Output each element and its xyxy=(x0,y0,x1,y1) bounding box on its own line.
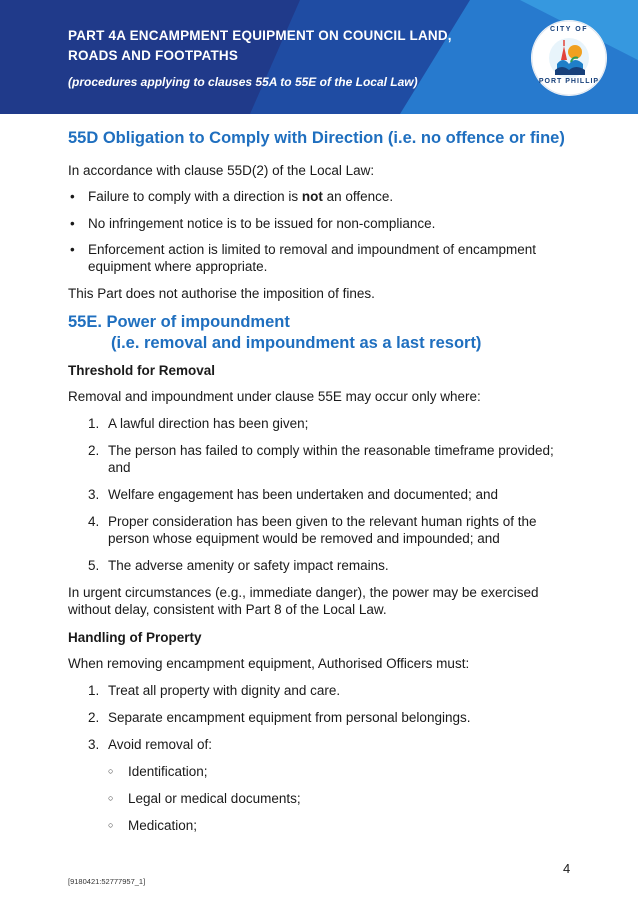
bullet-icon: • xyxy=(70,242,75,257)
section-55d-intro: In accordance with clause 55D(2) of the Local Law: xyxy=(68,163,375,178)
threshold-item-4-line2: person whose equipment would be removed and impounded; and xyxy=(108,531,500,546)
list-number: 2. xyxy=(88,710,100,725)
handling-item-3: Avoid removal of: xyxy=(108,737,213,752)
section-55d-bullet-1 xyxy=(88,188,393,205)
circle-bullet-icon: ○ xyxy=(108,820,114,830)
logo-text-top: CITY OF xyxy=(550,26,588,33)
list-number: 3. xyxy=(88,487,100,502)
threshold-heading: Threshold for Removal xyxy=(68,363,216,378)
section-55d-bullet-3-line2: equipment where appropriate. xyxy=(88,259,268,274)
threshold-item-3: Welfare engagement has been undertaken and documented; and xyxy=(108,487,499,502)
bullet-1-post: an offence. xyxy=(322,189,394,204)
bullet-icon: • xyxy=(70,216,75,231)
banner-subtitle: (procedures applying to clauses 55A to 55E of the Local Law) xyxy=(68,75,418,89)
threshold-item-1: A lawful direction has been given; xyxy=(108,416,309,431)
section-55d-bullet-3-line1: Enforcement action is limited to removal and impoundment of encampment xyxy=(88,242,536,257)
page-number: 4 xyxy=(563,861,571,876)
handling-item-2: Separate encampment equipment from personal belongings. xyxy=(108,710,471,725)
list-number: 5. xyxy=(88,558,100,573)
list-number: 3. xyxy=(88,737,100,752)
section-55d-bullet-2: No infringement notice is to be issued for non-compliance. xyxy=(88,216,436,231)
circle-bullet-icon: ○ xyxy=(108,766,114,776)
banner-title xyxy=(68,26,488,66)
threshold-intro: Removal and impoundment under clause 55E may occur only where: xyxy=(68,389,481,404)
list-number: 2. xyxy=(88,443,100,458)
section-55d-heading: 55D Obligation to Comply with Direction (i.e. no offence or fine) xyxy=(68,129,565,147)
list-number: 1. xyxy=(88,416,100,431)
sub-item-1: Identification; xyxy=(128,764,208,779)
document-reference: [9180421:52777957_1] xyxy=(68,877,146,886)
banner-title-line2: ROADS AND FOOTPATHS xyxy=(68,48,239,63)
threshold-item-2-line1: The person has failed to comply within the reasonable timeframe provided; xyxy=(108,443,554,458)
sub-item-3: Medication; xyxy=(128,818,198,833)
header-banner xyxy=(0,0,638,114)
bullet-1-bold: not xyxy=(301,189,323,204)
handling-intro: When removing encampment equipment, Authorised Officers must: xyxy=(68,656,470,671)
logo-text-bottom: PORT PHILLIP xyxy=(538,78,600,85)
urgent-line1: In urgent circumstances (e.g., immediate danger), the power may be exercised xyxy=(68,585,539,600)
section-55d-closing: This Part does not authorise the imposition of fines. xyxy=(68,286,375,301)
bullet-icon: • xyxy=(70,189,75,204)
urgent-line2: without delay, consistent with Part 8 of the Local Law. xyxy=(68,602,387,617)
sub-item-2: Legal or medical documents; xyxy=(128,791,301,806)
list-number: 1. xyxy=(88,683,100,698)
list-number: 4. xyxy=(88,514,100,529)
banner-title-line1: PART 4A ENCAMPMENT EQUIPMENT ON COUNCIL LAND, xyxy=(68,28,452,43)
threshold-item-5: The adverse amenity or safety impact remains. xyxy=(108,558,389,573)
city-of-port-phillip-logo xyxy=(531,20,607,96)
threshold-item-2-line2: and xyxy=(108,460,131,475)
section-55e-heading-line1: 55E. Power of impoundment xyxy=(68,313,290,331)
section-55e-heading-line2: (i.e. removal and impoundment as a last resort) xyxy=(111,334,482,352)
circle-bullet-icon: ○ xyxy=(108,793,114,803)
threshold-item-4-line1: Proper consideration has been given to the relevant human rights of the xyxy=(108,514,537,529)
handling-item-1: Treat all property with dignity and care. xyxy=(108,683,341,698)
handling-heading: Handling of Property xyxy=(68,630,202,645)
bullet-1-pre: Failure to comply with a direction is xyxy=(88,189,302,204)
